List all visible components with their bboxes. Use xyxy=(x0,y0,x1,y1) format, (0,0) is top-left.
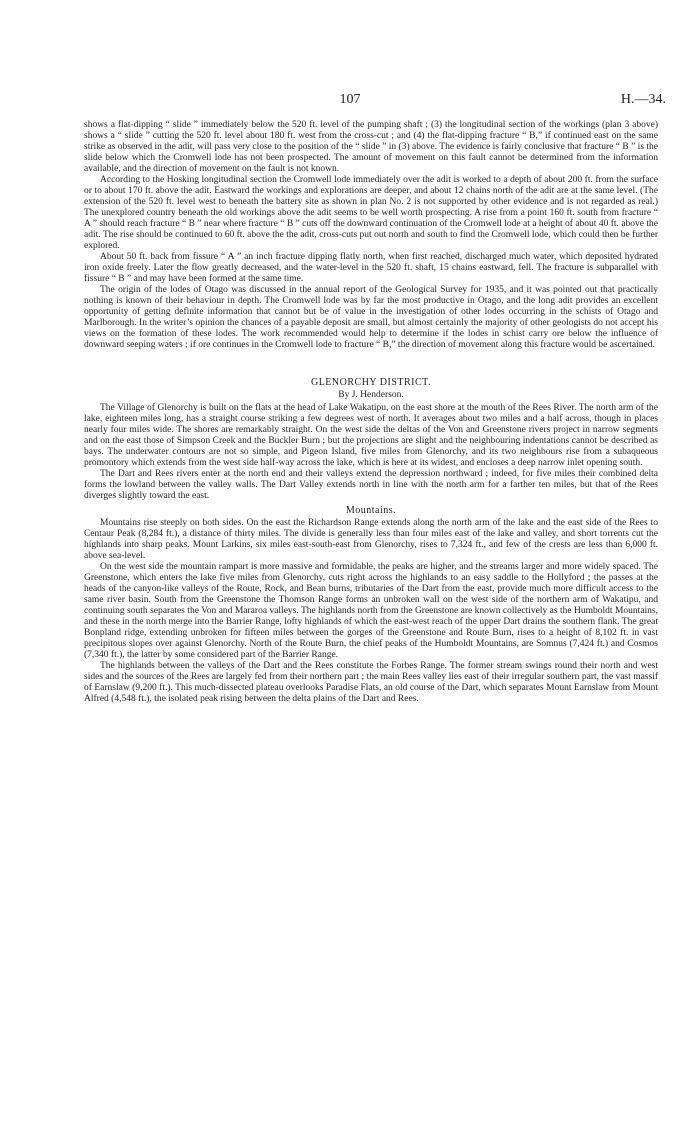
section-heading: GLENORCHY DISTRICT. xyxy=(310,377,432,388)
paragraph: About 50 ft. back from fissure “ A ” an inch fracture dipping flatly north, when first reached, discharged much water, which deposited hydrated iron oxide freely. Later the flow greatly decreased, and the water-level in the 520 ft. shaft, 15 chains eastward, fell. The fracture is subparallel with fissure “ B ” and may have been formed at the same time. xyxy=(84,252,658,284)
paragraph: Mountains rise steeply on both sides. On the east the Richardson Range extends along the north arm of the lake and the east side of the Rees to Centaur Peak (8,284 ft.), a distance of thirty miles. The divide is generally less than four miles east of the lake and valley, and short torrents cut the highlands into sharp peaks. Mount Larkins, six miles east-south-east from Glenorchy, rises to 7,324 ft., and few of the crests are less than 6,000 ft. above sea-level. xyxy=(84,518,658,561)
paragraph: The origin of the lodes of Otago was discussed in the annual report of the Geological Survey for 1935, and it was pointed out that practically nothing is known of their behaviour in depth. The Cromwell lode was by far the most productive in Otago, and the long adit provides an excellent opportunity of getting definite information that cannot but be of value in the investigation of other lodes occurring in the schists of Otago and Marlborough. In the writer’s opinion the chances of a payable deposit are small, but almost certainly the majority of other geologists do not accept his views on the formation of these lodes. The work recommended would help to determine if the lodes in schist carry ore below the influence of downward seeping waters ; if ore continues in the Cromwell lode to fracture “ B,” the direction of movement along this fracture would be ascertained. xyxy=(84,285,658,350)
author-byline: By J. Henderson. xyxy=(338,390,404,400)
paragraph: On the west side the mountain rampart is more massive and formidable, the peaks are higher, and the streams larger and more widely spaced. The Greenstone, which enters the lake five miles from Glenorchy, cuts right across the highlands to an easy saddle to the Hollyford ; the passes at the heads of the canyon-like valleys of the Route, Rock, and Bean burns, tributaries of the Dart from the east, provide much more difficult access to the same river basin. South from the Greenstone the Thomson Range forms an unbroken wall on the west side of the northern arm of Wakatipu, and continuing south separates the Von and Mararoa valleys. The highlands north from the Greenstone are known collectively as the Humboldt Mountains, and these in the north merge into the Barrier Range, lofty highlands of which the east-west reach of the upper Dart drains the southern flank. The great Bonpland ridge, extending unbroken for fifteen miles between the gorges of the Greenstone and Route Burn, rises to a height of 8,102 ft. in vast precipitous slopes over against Glenorchy. North of the Route Burn, the chief peaks of the Humboldt Mountains, are Somnus (7,424 ft.) and Cosmos (7,340 ft.), the latter by some considered part of the Barrier Range. xyxy=(84,562,658,660)
subsection-heading: Mountains. xyxy=(345,505,397,516)
page-body xyxy=(84,120,658,705)
paragraph: The Dart and Rees rivers enter at the north end and their valleys extend the depression northward ; indeed, for five miles their combined delta forms the lowland between the valley walls. The Dart Valley extends north in line with the north arm for a farther ten miles, but that of the Rees diverges slightly toward the east. xyxy=(84,469,658,501)
paragraph: According to the Hosking longitudinal section the Cromwell lode immediately over the adit is worked to a depth of about 200 ft. from the surface or to about 170 ft. above the adit. Eastward the workings and explorations are deeper, and about 12 chains north of the adit are at the same level. (The extension of the 520 ft. level west to beneath the battery site as shown in plan No. 2 is not supported by other evidence and is not regarded as real.) The unexplored country beneath the old workings above the adit seems to be well worth prospecting. A rise from a point 160 ft. south from fracture “ A ” should reach fracture “ B ” near where fracture “ B ” cuts off the downward continuation of the Cromwell lode at a height of about 40 ft. above the adit. The rise should be continued to 60 ft. above the the adit, cross-cuts put out north and south to find the Cromwell lode, which could then be further explored. xyxy=(84,175,658,251)
paragraph: shows a flat-dipping “ slide ” immediately below the 520 ft. level of the pumping shaft ; (3) the longitudinal section of the workings (plan 3 above) shows a “ slide ” cutting the 520 ft. level about 180 ft. west from the cross-cut ; and (4) the flat-dipping fracture “ B,” if continued east on the same strike as observed in the adit, will pass very close to the position of the “ slide ” in (3) above. The evidence is fairly conclusive that fracture “ B ” is the slide below which the Cromwell lode has not been prospected. The amount of movement on this fault cannot be determined from the information available, and the direction of movement on the fault is not known. xyxy=(84,120,658,174)
page-number: 107 xyxy=(339,92,361,107)
paragraph: The highlands between the valleys of the Dart and the Rees constitute the Forbes Range. The former stream swings round their north and west sides and the sources of the Rees are largely fed from their northern part ; the main Rees valley lies east of their irregular southern part, the vast massif of Earnslaw (9,200 ft.). This much-dissected plateau overlooks Paradise Flats, an old course of the Dart, which separates Mount Earnslaw from Mount Alfred (4,548 ft.), the isolated peak rising between the delta plains of the Dart and Rees. xyxy=(84,661,658,704)
paragraph: The Village of Glenorchy is built on the flats at the head of Lake Wakatipu, on the east shore at the mouth of the Rees River. The north arm of the lake, eighteen miles long, has a straight course striking a few degrees west of north. It averages about two miles and a half across, though in places nearly four miles wide. The shores are remarkably straight. On the west side the deltas of the Von and Greenstone rivers project in narrow segments and on the east those of Simpson Creek and the Buckler Burn ; but the projections are slight and the neighbouring indentations cannot be described as bays. The underwater contours are not so simple, and Pigeon Island, five miles from Glenorchy, and its two neighbours rise from a subaqueous promontory which extends from the west side half-way across the lake, which is here at its widest, and encloses a deep narrow inlet opening south. xyxy=(84,403,658,468)
report-reference: H.—34. xyxy=(620,92,666,107)
